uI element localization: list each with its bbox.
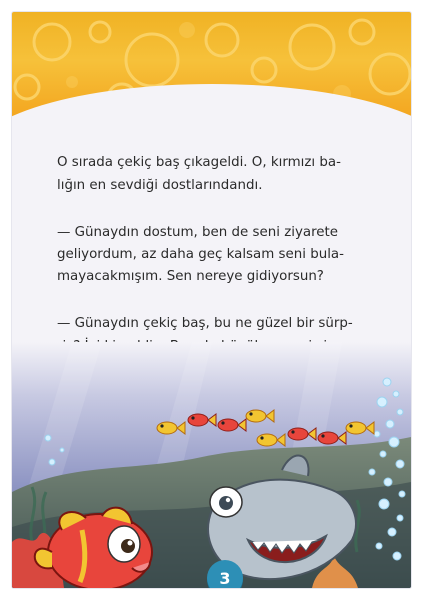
underwater-illustration [12,342,411,588]
story-paragraph: — Günaydın çekiç baş, bu ne güzel bir sürp- [57,316,353,332]
page-number-badge: 3 [207,560,243,588]
underwater-scene [12,342,411,588]
orange-bubbles-banner [12,12,411,120]
story-paragraph: — Günaydın dostum, ben de seni ziyarete geliyordum, az daha geç kalsam seni bula- mayacakmışım. Sen nereye gidiyorsun? [57,224,344,285]
story-paragraph: O sırada çekiç baş çıkageldi. O, kırmızı ba- lığın en sevdiği dostlarındandı. [57,155,341,193]
book-page [12,12,411,588]
